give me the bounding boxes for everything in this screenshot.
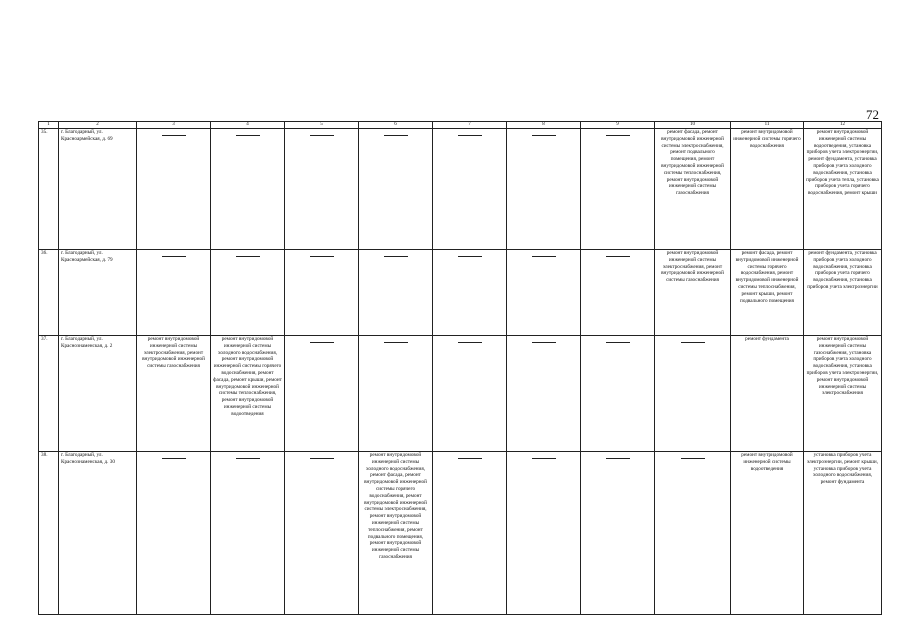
page-number: 72 bbox=[866, 107, 879, 122]
dash-mark bbox=[681, 342, 705, 343]
address-cell: г. Благодарный, ул. Краснознаменская, д. 2 bbox=[59, 336, 137, 452]
dash-mark bbox=[458, 135, 482, 136]
work-description-cell: ремонт внутридомовой инженерной системы электроснабжения, ремонт внутридомовой инженерной системы газоснабжения bbox=[655, 250, 731, 336]
work-description-cell: ремонт внутридомовой инженерной системы холодного водоснабжения, ремонт внутридомовой инженерной системы горячего водоснабжения, ремонт фасада, ремонт крыши, ремонт внутридомовой инженерной системы теплоснабжения, ремонт внутридомовой инженерной системы водоотведения bbox=[211, 336, 285, 452]
empty-dash-cell bbox=[137, 452, 211, 615]
dash-mark bbox=[532, 135, 556, 136]
empty-dash-cell bbox=[581, 452, 655, 615]
dash-mark bbox=[310, 256, 334, 257]
empty-dash-cell bbox=[507, 336, 581, 452]
dash-mark bbox=[532, 458, 556, 459]
empty-dash-cell bbox=[285, 452, 359, 615]
empty-dash-cell bbox=[285, 129, 359, 250]
dash-mark bbox=[458, 256, 482, 257]
dash-mark bbox=[532, 342, 556, 343]
column-number: 1 bbox=[39, 122, 59, 129]
dash-mark bbox=[384, 135, 408, 136]
table-row bbox=[39, 129, 882, 250]
dash-mark bbox=[310, 135, 334, 136]
empty-dash-cell bbox=[137, 129, 211, 250]
dash-mark bbox=[162, 256, 186, 257]
column-number: 12 bbox=[804, 122, 882, 129]
address-cell: г. Благодарный, ул. Красноармейская, д. 79 bbox=[59, 250, 137, 336]
column-number: 2 bbox=[59, 122, 137, 129]
row-number: 37. bbox=[39, 336, 59, 452]
table-row bbox=[39, 250, 882, 336]
dash-mark bbox=[162, 458, 186, 459]
table-row bbox=[39, 452, 882, 615]
column-number: 3 bbox=[137, 122, 211, 129]
empty-dash-cell bbox=[581, 129, 655, 250]
work-description-cell: ремонт фасада, ремонт внутридомовой инженерной системы электроснабжения, ремонт подвального помещения, ремонт внутридомовой инженерной системы теплоснабжения, ремонт внутридомовой инженерной системы газоснабжения bbox=[655, 129, 731, 250]
work-description-cell: ремонт фундамента, установка приборов учета холодного водоснабжения, установка приборов учета горячего водоснабжения, установка приборов учета электроэнергии bbox=[804, 250, 882, 336]
empty-dash-cell bbox=[507, 250, 581, 336]
row-number: 36. bbox=[39, 250, 59, 336]
column-number: 6 bbox=[359, 122, 433, 129]
work-description-cell: ремонт внутридомовой инженерной системы водоотведения, установка приборов учета электроэнергии, ремонт фундамента, установка приборов учета холодного водоснабжения, установка приборов учета тепла, установка приборов учета горячего водоснабжения, ремонт крыши bbox=[804, 129, 882, 250]
dash-mark bbox=[606, 342, 630, 343]
empty-dash-cell bbox=[581, 250, 655, 336]
dash-mark bbox=[606, 256, 630, 257]
empty-dash-cell bbox=[211, 250, 285, 336]
column-number: 8 bbox=[507, 122, 581, 129]
empty-dash-cell bbox=[433, 336, 507, 452]
dash-mark bbox=[236, 135, 260, 136]
empty-dash-cell bbox=[285, 336, 359, 452]
dash-mark bbox=[310, 458, 334, 459]
empty-dash-cell bbox=[359, 250, 433, 336]
empty-dash-cell bbox=[211, 452, 285, 615]
work-description-cell: ремонт внутридомовой инженерной системы холодного водоснабжения, ремонт фасада, ремонт внутридомовой инженерной системы горячего водоснабжения, ремонт внутридомовой инженерной системы электроснабжения, ремонт внутридомовой инженерной системы теплоснабжения, ремонт подвального помещения, ремонт внутридомовой инженерной системы газоснабжения bbox=[359, 452, 433, 615]
row-number: 35. bbox=[39, 129, 59, 250]
empty-dash-cell bbox=[655, 336, 731, 452]
dash-mark bbox=[162, 135, 186, 136]
empty-dash-cell bbox=[433, 250, 507, 336]
address-cell: г. Благодарный, ул. Красноармейская, д. 69 bbox=[59, 129, 137, 250]
empty-dash-cell bbox=[359, 336, 433, 452]
dash-mark bbox=[606, 458, 630, 459]
empty-dash-cell bbox=[581, 336, 655, 452]
empty-dash-cell bbox=[211, 129, 285, 250]
dash-mark bbox=[606, 135, 630, 136]
work-description-cell: ремонт внутридомовой инженерной системы водоотведения bbox=[731, 452, 804, 615]
dash-mark bbox=[532, 256, 556, 257]
empty-dash-cell bbox=[137, 250, 211, 336]
work-description-cell: ремонт внутридомовой инженерной системы газоснабжения, установка приборов учета холодного водоснабжения, установка приборов учета электроэнергии, ремонт внутридомовой инженерной системы электроснабжения bbox=[804, 336, 882, 452]
dash-mark bbox=[384, 256, 408, 257]
dash-mark bbox=[681, 458, 705, 459]
dash-mark bbox=[236, 458, 260, 459]
work-description-cell: установка приборов учета электроэнергии, ремонт крыши, установка приборов учета холодного водоснабжения, ремонт фундамента bbox=[804, 452, 882, 615]
empty-dash-cell bbox=[507, 129, 581, 250]
work-description-cell: ремонт внутридомовой инженерной системы горячего водоснабжения bbox=[731, 129, 804, 250]
empty-dash-cell bbox=[433, 452, 507, 615]
table-row bbox=[39, 336, 882, 452]
dash-mark bbox=[384, 342, 408, 343]
column-number: 9 bbox=[581, 122, 655, 129]
work-description-cell: ремонт фасада, ремонт внутридомовой инженерной системы горячего водоснабжения, ремонт внутридомовой инженерной системы теплоснабжения, ремонт крыши, ремонт подвального помещения bbox=[731, 250, 804, 336]
empty-dash-cell bbox=[285, 250, 359, 336]
column-number: 7 bbox=[433, 122, 507, 129]
dash-mark bbox=[236, 256, 260, 257]
empty-dash-cell bbox=[507, 452, 581, 615]
column-number: 4 bbox=[211, 122, 285, 129]
column-number-row bbox=[39, 122, 882, 129]
empty-dash-cell bbox=[655, 452, 731, 615]
row-number: 38. bbox=[39, 452, 59, 615]
dash-mark bbox=[458, 458, 482, 459]
column-number: 10 bbox=[655, 122, 731, 129]
empty-dash-cell bbox=[433, 129, 507, 250]
address-cell: г. Благодарный, ул. Краснознаменская, д. 30 bbox=[59, 452, 137, 615]
column-number: 11 bbox=[731, 122, 804, 129]
work-description-cell: ремонт внутридомовой инженерной системы электроснабжения, ремонт внутридомовой инженерной системы газоснабжения bbox=[137, 336, 211, 452]
column-number: 5 bbox=[285, 122, 359, 129]
work-schedule-table bbox=[38, 121, 882, 615]
dash-mark bbox=[458, 342, 482, 343]
dash-mark bbox=[310, 342, 334, 343]
work-description-cell: ремонт фундамента bbox=[731, 336, 804, 452]
empty-dash-cell bbox=[359, 129, 433, 250]
